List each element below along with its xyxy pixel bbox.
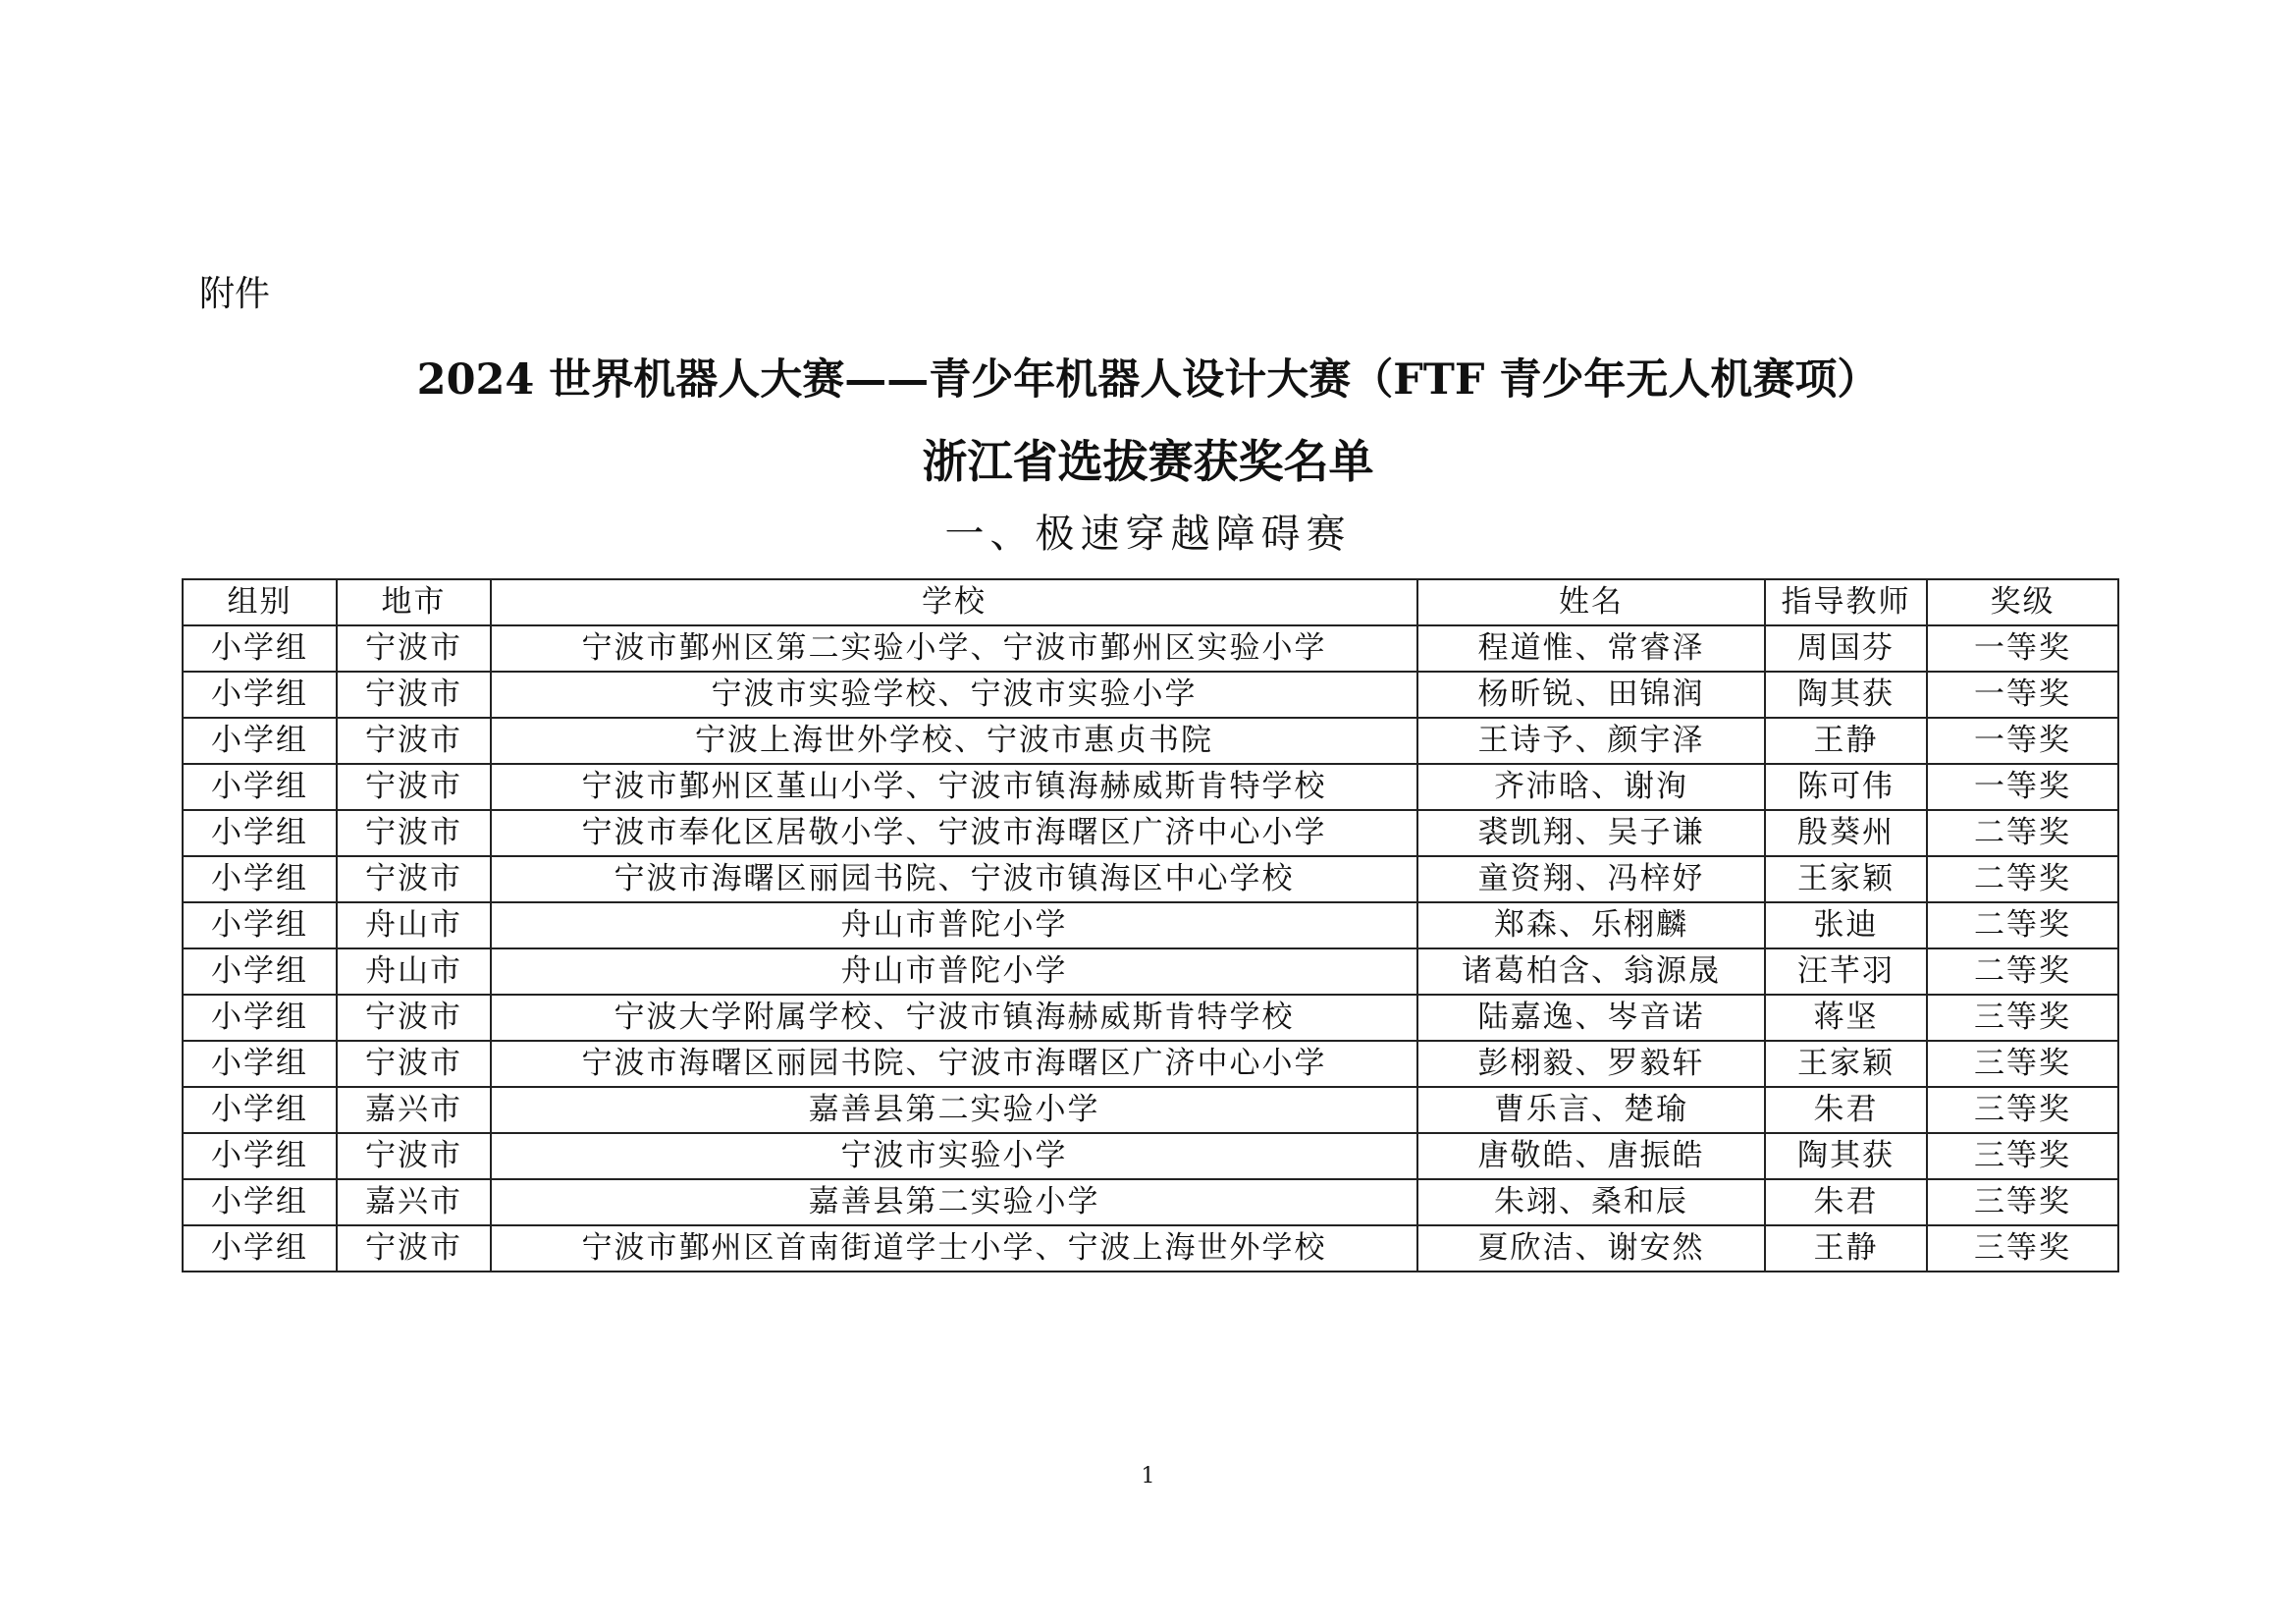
cell-school: 舟山市普陀小学 [491,902,1417,948]
header-group: 组别 [183,579,337,625]
cell-award: 一等奖 [1927,718,2118,764]
cell-names: 陆嘉逸、岑音诺 [1417,995,1765,1041]
cell-city: 宁波市 [337,995,491,1041]
table-row [183,625,2118,672]
cell-group: 小学组 [183,948,337,995]
table-row [183,718,2118,764]
cell-names: 郑森、乐栩麟 [1417,902,1765,948]
attachment-label: 附件 [199,274,271,314]
cell-names: 夏欣洁、谢安然 [1417,1225,1765,1272]
cell-group: 小学组 [183,1087,337,1133]
cell-city: 舟山市 [337,902,491,948]
cell-names: 王诗予、颜宇泽 [1417,718,1765,764]
cell-teacher: 王家颖 [1765,856,1927,902]
cell-names: 裘凯翔、吴子谦 [1417,810,1765,856]
cell-city: 宁波市 [337,856,491,902]
cell-award: 二等奖 [1927,810,2118,856]
header-award: 奖级 [1927,579,2118,625]
cell-school: 宁波上海世外学校、宁波市惠贞书院 [491,718,1417,764]
cell-award: 二等奖 [1927,856,2118,902]
cell-city: 宁波市 [337,1133,491,1179]
cell-teacher: 周国芬 [1765,625,1927,672]
cell-teacher: 陶其获 [1765,1133,1927,1179]
cell-school: 嘉善县第二实验小学 [491,1179,1417,1225]
section-heading: 一、极速穿越障碍赛 [944,512,1352,557]
header-school: 学校 [491,579,1417,625]
cell-group: 小学组 [183,995,337,1041]
table-row [183,672,2118,718]
table-row [183,856,2118,902]
cell-names: 唐敬皓、唐振皓 [1417,1133,1765,1179]
cell-school: 宁波大学附属学校、宁波市镇海赫威斯肯特学校 [491,995,1417,1041]
table-row [183,902,2118,948]
table-row [183,1041,2118,1087]
cell-group: 小学组 [183,1133,337,1179]
page-number: 1 [1141,1464,1155,1489]
cell-city: 嘉兴市 [337,1087,491,1133]
table-row [183,1179,2118,1225]
cell-teacher: 朱君 [1765,1087,1927,1133]
table-row [183,764,2118,810]
header-teacher: 指导教师 [1765,579,1927,625]
cell-teacher: 朱君 [1765,1179,1927,1225]
table-row [183,995,2118,1041]
cell-school: 宁波市海曙区丽园书院、宁波市镇海区中心学校 [491,856,1417,902]
cell-names: 齐沛晗、谢洵 [1417,764,1765,810]
cell-teacher: 王静 [1765,1225,1927,1272]
cell-teacher: 陈可伟 [1765,764,1927,810]
cell-school: 嘉善县第二实验小学 [491,1087,1417,1133]
cell-city: 宁波市 [337,1225,491,1272]
cell-names: 朱翊、桑和辰 [1417,1179,1765,1225]
cell-school: 宁波市实验小学 [491,1133,1417,1179]
cell-names: 程道惟、常睿泽 [1417,625,1765,672]
cell-group: 小学组 [183,764,337,810]
cell-names: 杨昕锐、田锦润 [1417,672,1765,718]
cell-school: 宁波市鄞州区第二实验小学、宁波市鄞州区实验小学 [491,625,1417,672]
cell-award: 二等奖 [1927,902,2118,948]
cell-group: 小学组 [183,1179,337,1225]
table-row [183,1087,2118,1133]
table-row [183,1225,2118,1272]
cell-school: 舟山市普陀小学 [491,948,1417,995]
cell-city: 宁波市 [337,625,491,672]
cell-group: 小学组 [183,672,337,718]
cell-award: 一等奖 [1927,764,2118,810]
cell-city: 舟山市 [337,948,491,995]
header-city: 地市 [337,579,491,625]
cell-teacher: 殷葵州 [1765,810,1927,856]
cell-group: 小学组 [183,1041,337,1087]
document-title: 2024 世界机器人大赛——青少年机器人设计大赛（FTF 青少年无人机赛项） [416,355,1880,405]
cell-teacher: 张迪 [1765,902,1927,948]
cell-city: 宁波市 [337,810,491,856]
table-row [183,810,2118,856]
cell-teacher: 陶其获 [1765,672,1927,718]
cell-award: 一等奖 [1927,625,2118,672]
cell-school: 宁波市鄞州区堇山小学、宁波市镇海赫威斯肯特学校 [491,764,1417,810]
cell-group: 小学组 [183,856,337,902]
cell-group: 小学组 [183,1225,337,1272]
table-header-row [183,579,2118,625]
cell-city: 宁波市 [337,1041,491,1087]
cell-school: 宁波市实验学校、宁波市实验小学 [491,672,1417,718]
cell-group: 小学组 [183,625,337,672]
document-subtitle: 浙江省选拔赛获奖名单 [922,435,1374,488]
cell-city: 宁波市 [337,718,491,764]
cell-award: 三等奖 [1927,1041,2118,1087]
cell-city: 宁波市 [337,672,491,718]
cell-school: 宁波市海曙区丽园书院、宁波市海曙区广济中心小学 [491,1041,1417,1087]
cell-teacher: 王家颖 [1765,1041,1927,1087]
cell-names: 童资翔、冯梓妤 [1417,856,1765,902]
table-row [183,948,2118,995]
cell-award: 一等奖 [1927,672,2118,718]
cell-group: 小学组 [183,718,337,764]
cell-award: 二等奖 [1927,948,2118,995]
cell-school: 宁波市鄞州区首南街道学士小学、宁波上海世外学校 [491,1225,1417,1272]
awards-table [182,578,2119,1272]
cell-award: 三等奖 [1927,1179,2118,1225]
cell-city: 宁波市 [337,764,491,810]
header-names: 姓名 [1417,579,1765,625]
cell-teacher: 汪芊羽 [1765,948,1927,995]
cell-group: 小学组 [183,902,337,948]
cell-teacher: 蒋坚 [1765,995,1927,1041]
cell-award: 三等奖 [1927,1225,2118,1272]
cell-teacher: 王静 [1765,718,1927,764]
cell-award: 三等奖 [1927,1087,2118,1133]
cell-names: 彭栩毅、罗毅轩 [1417,1041,1765,1087]
cell-award: 三等奖 [1927,1133,2118,1179]
cell-school: 宁波市奉化区居敬小学、宁波市海曙区广济中心小学 [491,810,1417,856]
cell-award: 三等奖 [1927,995,2118,1041]
cell-city: 嘉兴市 [337,1179,491,1225]
cell-names: 曹乐言、楚瑜 [1417,1087,1765,1133]
table-row [183,1133,2118,1179]
cell-names: 诸葛柏含、翁源晟 [1417,948,1765,995]
cell-group: 小学组 [183,810,337,856]
